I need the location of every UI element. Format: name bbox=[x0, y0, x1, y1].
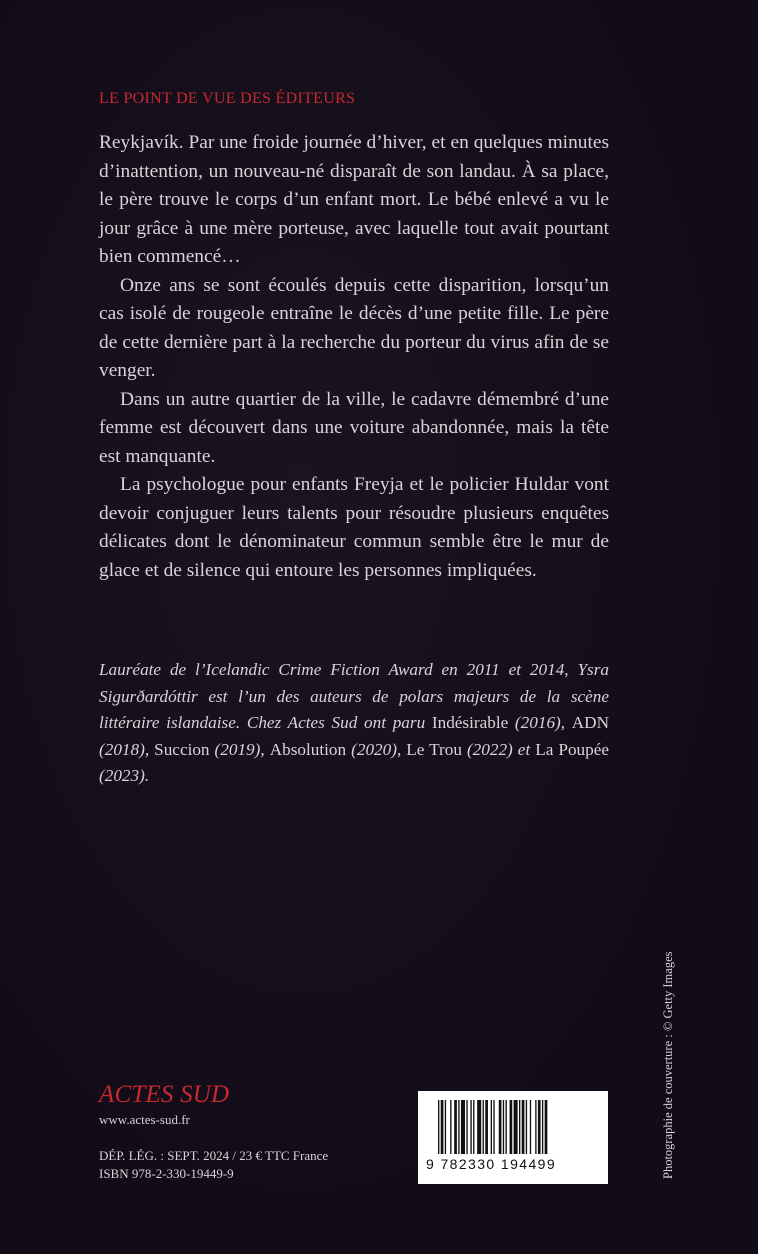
barcode-bar bbox=[530, 1100, 531, 1154]
book-year: (2022) et bbox=[461, 739, 536, 759]
barcode-bar bbox=[542, 1100, 543, 1154]
book-year: (2018), bbox=[99, 739, 155, 759]
barcode-bar bbox=[461, 1100, 465, 1154]
book-title: Succion bbox=[154, 739, 210, 759]
book-year: (2019), bbox=[209, 739, 270, 759]
publisher-logo: ACTES SUD bbox=[99, 1081, 230, 1108]
barcode-bar bbox=[450, 1100, 451, 1154]
legal-info bbox=[99, 1147, 328, 1183]
barcode-bar bbox=[499, 1100, 502, 1154]
barcode-bar bbox=[438, 1100, 439, 1154]
blurb-text bbox=[99, 129, 609, 585]
section-heading: LE POINT DE VUE DES ÉDITEURS bbox=[99, 90, 356, 107]
barcode-bar bbox=[470, 1100, 471, 1154]
blurb-paragraph: La psychologue pour enfants Freyja et le policier Huldar vont devoir conjuguer leurs talents pour résoudre plusieurs enquêtes délicates dont le dénominateur commun semble être le mur de glace et de silence qui entoure les personnes impliquées. bbox=[99, 474, 609, 581]
book-title: ADN bbox=[571, 713, 610, 732]
isbn: ISBN 978-2-330-19449-9 bbox=[99, 1166, 234, 1181]
barcode-bar bbox=[441, 1100, 444, 1154]
book-year: (2023). bbox=[99, 766, 150, 785]
barcode-bar bbox=[454, 1100, 457, 1154]
author-bio bbox=[99, 657, 609, 790]
photo-credit: Photographie de couverture : © Getty Images bbox=[661, 951, 675, 1179]
barcode-bar bbox=[466, 1100, 467, 1154]
blurb-paragraph: Dans un autre quartier de la ville, le cadavre démembré d’une femme est découvert dans une voiture abandonnée, mais la tête est manquante. bbox=[99, 388, 609, 467]
barcode-bar bbox=[538, 1100, 541, 1154]
barcode-bars bbox=[438, 1100, 590, 1154]
legal-deposit: DÉP. LÉG. : SEPT. 2024 / 23 € TTC France bbox=[99, 1148, 329, 1163]
book-title: Le Trou bbox=[406, 739, 462, 759]
barcode-bar bbox=[485, 1100, 488, 1154]
barcode-bar bbox=[545, 1100, 548, 1154]
barcode-bar bbox=[458, 1100, 459, 1154]
publisher-website[interactable]: www.actes-sud.fr bbox=[99, 1112, 190, 1127]
book-title: Absolution bbox=[269, 739, 347, 759]
barcode-bar bbox=[514, 1100, 518, 1154]
barcode-bar bbox=[491, 1100, 492, 1154]
barcode-bar bbox=[445, 1100, 446, 1154]
barcode-bar bbox=[535, 1100, 536, 1154]
barcode-bar bbox=[473, 1100, 474, 1154]
barcode-bar bbox=[526, 1100, 527, 1154]
barcode-bar bbox=[519, 1100, 520, 1154]
book-year: (2020), bbox=[346, 739, 407, 759]
book-year: (2016), bbox=[508, 713, 572, 732]
barcode-bar bbox=[493, 1100, 494, 1154]
barcode-bar bbox=[483, 1100, 484, 1154]
barcode-bar bbox=[477, 1100, 481, 1154]
author-intro: Lauréate de l’Icelandic Crime Fiction Award en 2011 et 2014, Ysra Sigurðardóttir est l’un des auteurs de polars majeurs de la scène littéraire islandaise. Chez Actes Sud ont paru bbox=[99, 660, 609, 732]
book-title: Indésirable bbox=[431, 713, 509, 732]
blurb-paragraph: Reykjavík. Par une froide journée d’hiver, et en quelques minutes d’inattention, un nouveau-né disparaît de son landau. À sa place, le père trouve le corps d’un enfant mort. Le bébé enlevé a vu le jour grâce à une mère porteuse, avec laquelle tout avait pourtant bien commencé… bbox=[99, 132, 609, 267]
barcode-bar bbox=[506, 1100, 507, 1154]
book-title: La Poupée bbox=[535, 739, 609, 759]
barcode-bar bbox=[510, 1100, 513, 1154]
barcode bbox=[418, 1091, 608, 1184]
barcode-bar bbox=[503, 1100, 504, 1154]
barcode-number: 9 782330 194499 bbox=[426, 1156, 556, 1172]
barcode-bar bbox=[522, 1100, 525, 1154]
blurb-paragraph: Onze ans se sont écoulés depuis cette disparition, lorsqu’un cas isolé de rougeole entraîne le décès d’une petite fille. Le père de cette dernière part à la recherche du porteur du virus afin de se venger. bbox=[99, 274, 609, 381]
